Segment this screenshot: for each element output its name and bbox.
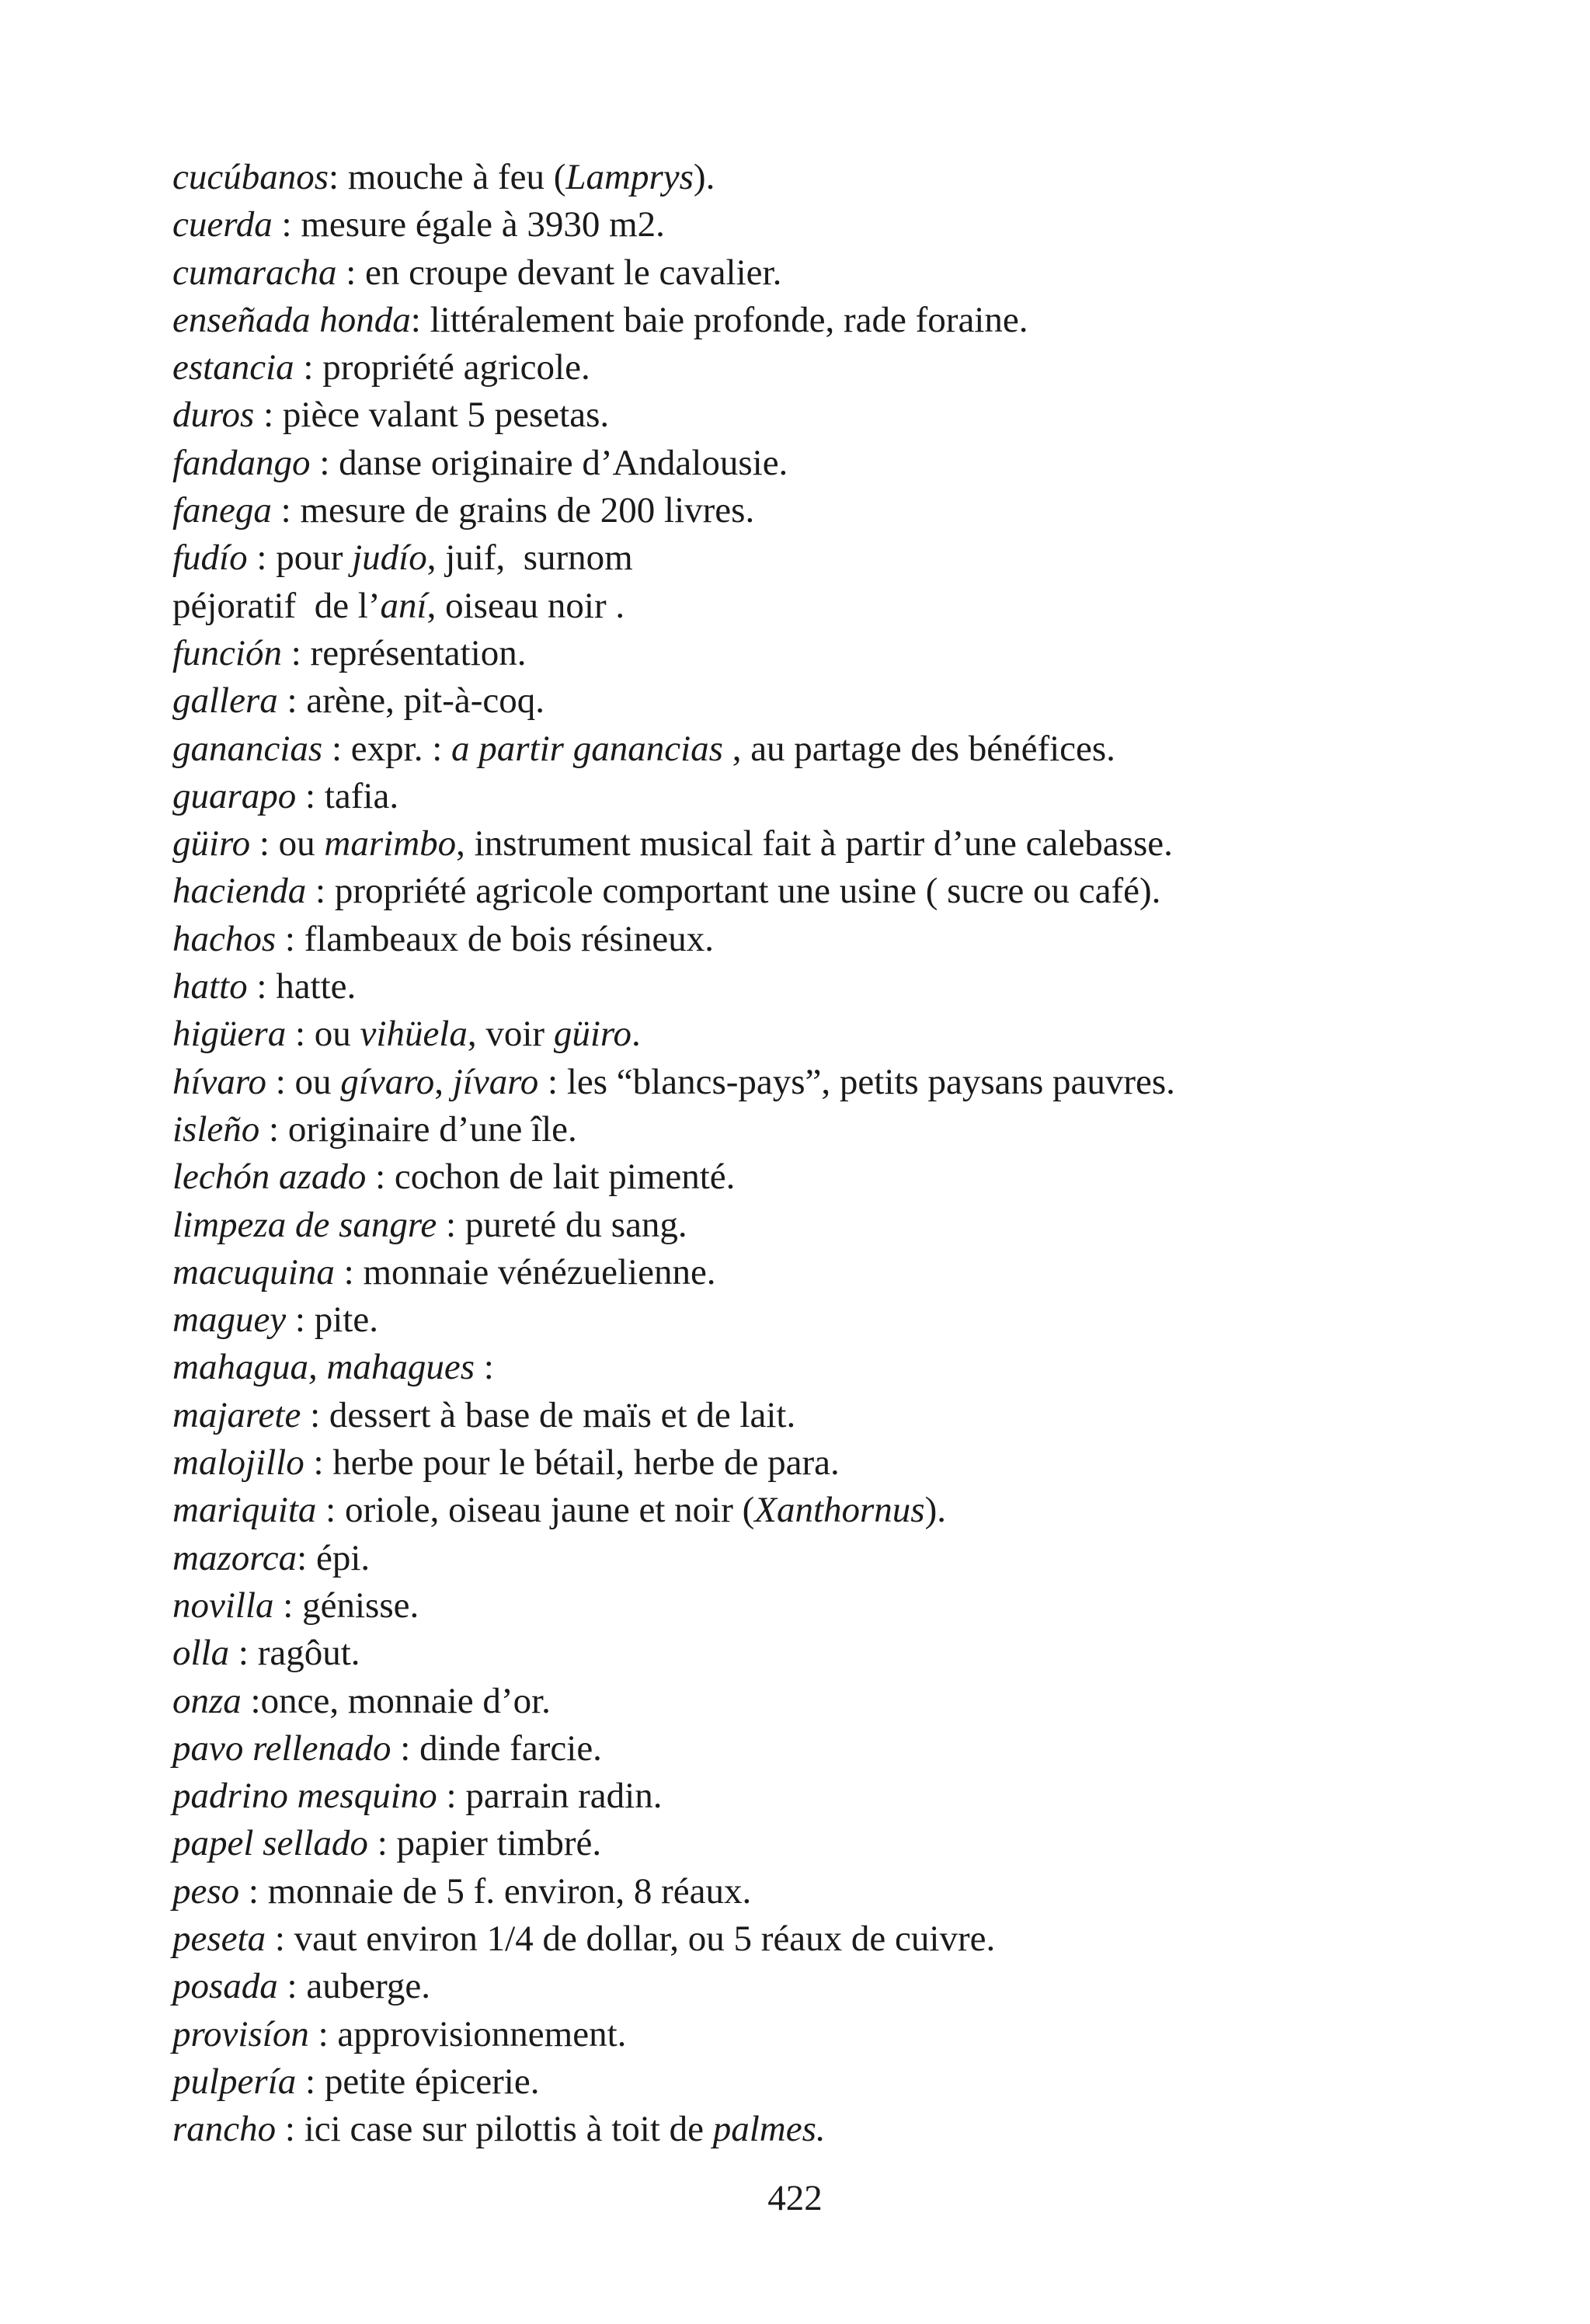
glossary-entry — [172, 916, 1508, 963]
glossary-term: hívaro — [172, 1061, 266, 1102]
glossary-entry — [172, 1202, 1508, 1249]
term-separator: : — [247, 966, 277, 1007]
definition-text: tafia. — [324, 775, 399, 816]
glossary-entry — [172, 2058, 1508, 2106]
glossary-term: estancia — [172, 347, 294, 388]
glossary-term: majarete — [172, 1394, 301, 1435]
term-separator: : — [247, 538, 277, 579]
definition-text: cochon de lait pimenté. — [394, 1157, 736, 1198]
definition-text: mesure de grains de 200 livres. — [300, 490, 755, 531]
glossary-entry — [172, 344, 1508, 391]
term-separator: : — [296, 775, 325, 816]
term-separator: : — [296, 2061, 325, 2102]
glossary-entry — [172, 1153, 1508, 1201]
glossary-term: maguey — [172, 1299, 287, 1341]
definition-text: propriété agricole. — [322, 347, 590, 388]
glossary-term: pulpería — [172, 2061, 297, 2102]
glossary-term: peseta — [172, 1918, 266, 1959]
glossary-entry — [172, 1249, 1508, 1296]
glossary-term: provisíon — [172, 2013, 309, 2054]
glossary-term: gallera — [172, 680, 278, 722]
definition-text: , instrument musical fait à partir d’une calebasse. — [456, 823, 1173, 865]
glossary-entry — [172, 1535, 1508, 1582]
glossary-entry — [172, 1725, 1508, 1773]
glossary-entry — [172, 1106, 1508, 1153]
glossary-term: higüera — [172, 1014, 287, 1055]
glossary-term: pavo rellenado — [172, 1727, 391, 1769]
term-separator: : — [286, 1299, 315, 1341]
term-separator: : — [250, 823, 279, 865]
glossary-list — [172, 154, 1508, 2153]
glossary-entry — [172, 630, 1508, 677]
glossary-term: hatto — [172, 966, 248, 1007]
definition-text: en croupe devant le cavalier. — [365, 252, 782, 293]
term-separator: : — [410, 299, 430, 340]
definition-text: ici case sur pilottis à toit de — [304, 2109, 713, 2150]
term-separator: : — [281, 632, 311, 673]
glossary-entry — [172, 963, 1508, 1011]
definition-italic-text: vihüela — [360, 1014, 468, 1055]
glossary-term: ganancias — [172, 728, 323, 769]
glossary-entry — [172, 820, 1508, 868]
glossary-term: lechón azado — [172, 1157, 367, 1198]
glossary-term: cumaracha — [172, 252, 337, 293]
term-separator: : — [277, 680, 307, 722]
definition-text: ou — [294, 1061, 341, 1102]
term-separator: : — [391, 1727, 420, 1769]
glossary-entry — [172, 249, 1508, 297]
term-separator: : — [271, 490, 301, 531]
term-separator: : — [297, 1537, 316, 1578]
definition-text: herbe pour le bétail, herbe de para. — [332, 1442, 840, 1484]
term-separator: : — [294, 347, 323, 388]
glossary-term: padrino mesquino — [172, 1776, 437, 1817]
definition-text: ou — [314, 1014, 360, 1055]
glossary-entry — [172, 440, 1508, 487]
term-separator: : — [229, 1633, 258, 1674]
term-separator: : — [266, 1918, 294, 1959]
term-separator: : — [322, 728, 351, 769]
glossary-term: hachos — [172, 918, 277, 959]
glossary-entry — [172, 1630, 1508, 1677]
glossary-term: fanega — [172, 490, 272, 531]
definition-italic-text: gívaro — [340, 1061, 435, 1102]
glossary-term: cucúbanos — [172, 157, 329, 197]
definition-text: expr. : — [350, 728, 452, 769]
term-separator: : — [304, 1442, 333, 1484]
term-separator: : — [286, 1014, 315, 1055]
term-separator: : — [277, 1966, 307, 2007]
term-separator: : — [316, 1490, 345, 1531]
definition-text: oriole, oiseau jaune et noir ( — [344, 1490, 755, 1531]
glossary-term: mahagua, mahagues — [172, 1347, 475, 1388]
term-separator: : — [366, 1157, 395, 1198]
definition-text: , voir — [467, 1014, 554, 1055]
term-separator: : — [308, 2013, 338, 2054]
glossary-entry — [172, 1296, 1508, 1344]
term-separator: : — [475, 1347, 494, 1388]
glossary-entry — [172, 487, 1508, 534]
definition-italic-text: a partir ganancias — [451, 728, 723, 769]
glossary-term: fudío — [172, 538, 248, 579]
term-separator: : — [266, 1061, 295, 1102]
definition-italic-text: aní — [380, 585, 427, 626]
glossary-entry — [172, 1392, 1508, 1439]
term-separator: : — [272, 204, 301, 245]
glossary-term: hacienda — [172, 871, 307, 912]
definition-text: flambeaux de bois résineux. — [304, 918, 714, 959]
definition-text: , — [434, 1061, 453, 1102]
glossary-entry — [172, 1487, 1508, 1534]
definition-text: mesure égale à 3930 m2. — [301, 204, 665, 245]
term-separator: : — [259, 1108, 288, 1150]
glossary-term: olla — [172, 1633, 230, 1674]
definition-text: dessert à base de maïs et de lait. — [329, 1394, 796, 1435]
definition-italic-text: güiro — [553, 1014, 631, 1055]
term-separator: : — [306, 871, 335, 912]
term-separator: : — [310, 442, 339, 483]
definition-text: , juif, surnom — [426, 538, 633, 579]
glossary-term: enseñada honda — [172, 299, 411, 340]
definition-italic-text: judío — [352, 538, 427, 579]
glossary-term: función — [172, 632, 282, 673]
term-separator: : — [329, 157, 348, 197]
glossary-entry — [172, 1963, 1508, 2010]
definition-text: once, monnaie d’or. — [260, 1680, 551, 1721]
definition-italic-text: marimbo — [324, 823, 457, 865]
definition-text: pite. — [314, 1299, 378, 1341]
term-separator: : — [273, 1585, 303, 1626]
glossary-term: fandango — [172, 442, 311, 483]
glossary-term: macuquina — [172, 1251, 335, 1292]
glossary-term: cuerda — [172, 204, 273, 245]
glossary-entry — [172, 1439, 1508, 1487]
glossary-entry — [172, 1011, 1508, 1058]
glossary-entry — [172, 868, 1508, 915]
glossary-term: novilla — [172, 1585, 274, 1626]
glossary-entry — [172, 297, 1508, 344]
glossary-entry — [172, 1915, 1508, 1963]
definition-text: approvisionnement. — [337, 2013, 627, 2054]
glossary-entry — [172, 677, 1508, 725]
definition-text: vaut environ 1/4 de dollar, ou 5 réaux de cuivre. — [294, 1918, 996, 1959]
definition-text: pour — [276, 538, 353, 579]
term-separator: : — [254, 395, 283, 436]
glossary-entry — [172, 154, 1508, 201]
glossary-entry — [172, 1344, 1508, 1391]
term-separator: : — [239, 1870, 268, 1912]
term-separator: : — [276, 2109, 304, 2150]
definition-text: représentation. — [310, 632, 527, 673]
glossary-term: posada — [172, 1966, 278, 2007]
glossary-term: onza — [172, 1680, 242, 1721]
definition-text: dinde farcie. — [419, 1727, 602, 1769]
glossary-entry — [172, 1582, 1508, 1630]
glossary-term: güiro — [172, 823, 251, 865]
glossary-entry — [172, 391, 1508, 439]
definition-text: mouche à feu ( — [347, 157, 566, 197]
definition-text: monnaie vénézuelienne. — [363, 1251, 716, 1292]
definition-text: arène, pit-à-coq. — [306, 680, 544, 722]
definition-text: auberge. — [306, 1966, 430, 2007]
definition-text: ). — [924, 1490, 947, 1531]
glossary-term: peso — [172, 1870, 240, 1912]
term-separator: : — [437, 1776, 466, 1817]
definition-italic-text: palmes. — [712, 2109, 826, 2150]
term-separator: : — [437, 1204, 465, 1245]
glossary-entry — [172, 2106, 1508, 2153]
glossary-entry — [172, 2011, 1508, 2058]
glossary-entry — [172, 201, 1508, 249]
definition-text: petite épicerie. — [324, 2061, 540, 2102]
definition-text: péjoratif de l’ — [172, 585, 381, 626]
definition-text: littéralement baie profonde, rade foraine. — [430, 299, 1028, 340]
definition-text: , au partage des bénéfices. — [722, 728, 1115, 769]
definition-text: propriété agricole comportant une usine ( sucre ou café). — [334, 871, 1161, 912]
definition-text: hatte. — [276, 966, 357, 1007]
definition-text: monnaie de 5 f. environ, 8 réaux. — [267, 1870, 752, 1912]
term-separator: : — [241, 1680, 261, 1721]
definition-text: ). — [693, 157, 715, 197]
glossary-term: mazorca — [172, 1537, 297, 1578]
glossary-entry — [172, 534, 1508, 582]
definition-italic-text: Xanthornus — [754, 1490, 925, 1531]
glossary-entry — [172, 1059, 1508, 1106]
definition-text: parrain radin. — [465, 1776, 663, 1817]
glossary-term: rancho — [172, 2109, 277, 2150]
glossary-entry — [172, 773, 1508, 820]
glossary-term: guarapo — [172, 775, 297, 816]
definition-text: danse originaire d’Andalousie. — [339, 442, 788, 483]
glossary-term: isleño — [172, 1108, 260, 1150]
glossary-entry — [172, 1820, 1508, 1867]
term-separator: : — [334, 1251, 364, 1292]
definition-text: papier timbré. — [396, 1823, 602, 1864]
glossary-entry — [172, 725, 1508, 773]
glossary-entry — [172, 1868, 1508, 1915]
glossary-term: duros — [172, 395, 255, 436]
definition-text: pureté du sang. — [464, 1204, 687, 1245]
definition-text: , oiseau noir . — [426, 585, 625, 626]
glossary-entry — [172, 1773, 1508, 1820]
glossary-term: malojillo — [172, 1442, 304, 1484]
glossary-entry — [172, 1678, 1508, 1725]
glossary-term: limpeza de sangre — [172, 1204, 437, 1245]
term-separator: : — [301, 1394, 329, 1435]
term-separator: : — [367, 1823, 397, 1864]
page-number: 422 — [767, 2178, 823, 2218]
definition-text: . — [631, 1014, 641, 1055]
definition-text: originaire d’une île. — [287, 1108, 577, 1150]
glossary-term: mariquita — [172, 1490, 317, 1531]
definition-text: épi. — [315, 1537, 371, 1578]
definition-text: ragôut. — [257, 1633, 360, 1674]
term-separator: : — [336, 252, 366, 293]
glossary-entry — [172, 583, 1508, 630]
definition-italic-text: jívaro — [452, 1061, 539, 1102]
term-separator: : — [276, 918, 304, 959]
definition-text: pièce valant 5 pesetas. — [282, 395, 610, 436]
definition-text: ou — [278, 823, 325, 865]
definition-italic-text: Lamprys — [565, 157, 694, 197]
definition-text: : les “blancs-pays”, petits paysans pauvres. — [538, 1061, 1175, 1102]
definition-text: génisse. — [302, 1585, 419, 1626]
glossary-term: papel sellado — [172, 1823, 368, 1864]
